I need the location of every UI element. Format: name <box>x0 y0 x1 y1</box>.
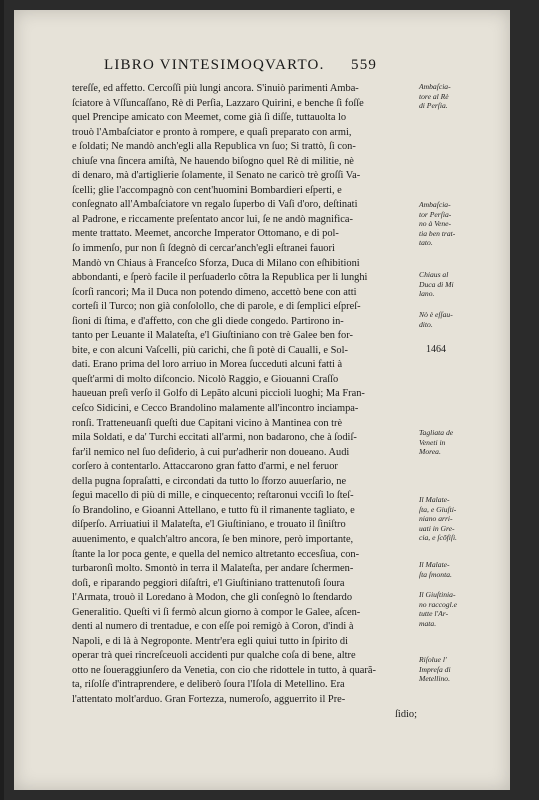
text-line: denti al numero di trentadue, e con eſſe poi remigò à Coron, d'indi à <box>72 621 354 633</box>
text-line: ſioni di ſtima, e d'affetto, con che gli diede congedo. Partirono in- <box>72 315 344 327</box>
text-line: diſperſo. Arriuatiui il Malateſta, e'l Giuſtiniano, e trouato il ſiniſtro <box>72 519 346 531</box>
text-line: bite, e con alcuni Vaſcelli, più carichi, che ſi potè di Caualli, e Sol- <box>72 344 348 356</box>
text-line: ceſco Sidicini, e Cecco Brandolino malamente all'incontro inciampa- <box>72 403 359 415</box>
margin-note: Il Malate- ſta, e Giuſti- niano arri- uati in Gre- cia, e ſcõfiſi. <box>419 495 457 542</box>
text-line: ta, riſolſe d'intraprendere, e deliberò ſoura l'Iſola di Metellino. Era <box>72 679 345 691</box>
margin-note: Il Malate- ſta ſmonta. <box>419 560 452 579</box>
text-line: chiuſe vna ſincera amiſtà, Ne hauendo biſogno quel Rè di militie, nè <box>72 155 354 167</box>
text-line: ſeguì macello di più di mille, e cinquecento; reſtaronui vcciſi lo ſteſ- <box>72 490 354 502</box>
text-line: al Padrone, e riccamente preſentato ancor lui, ſe ne andò magnifica- <box>72 213 353 225</box>
text-line: abbondanti, e ſperò facile il perſuaderlo cõtra la Republica per li lunghi <box>72 272 368 284</box>
text-line: haueuan preſi verſo il Golfo di Lepãto alcuni piccioli luoghi; Ma Fran- <box>72 388 365 400</box>
text-line: ronſi. Tratteneuanſi queſti due Capitani vicino à Mantinea con trè <box>72 417 343 429</box>
margin-note: Tagliata de Veneti in Morea. <box>419 428 454 456</box>
book-page <box>14 10 510 790</box>
text-line: otto ne ſoueraggiunſero da Venetia, con cio che ridottele in tutto, à quarã- <box>72 664 376 676</box>
text-line: della pugna ſopraſatti, e circondati da tutto lo ſforzo auuerſario, ne <box>72 475 347 487</box>
running-header <box>104 57 434 74</box>
text-line: trouò l'Ambaſciator e pronto à rompere, e quaſi preparato con armi, <box>72 126 352 138</box>
text-line: tereſſe, ed affetto. Cercoſſi più lungi ancora. S'inuiò parimenti Amba- <box>72 83 359 94</box>
text-line: ſcorſi rancori; Ma il Duca non potendo dimeno, accettò bene con atti <box>72 286 357 298</box>
header-title: LIBRO VINTESIMOQVARTO. <box>104 57 325 73</box>
margin-note: Ambaſcia- tore al Rè di Perſia. <box>419 82 451 110</box>
main-text <box>72 82 417 722</box>
margin-note: Chiaus al Duca di Mi lano. <box>419 270 454 298</box>
text-line: quel Prencipe amicato con Meemet, come già ſi diſſe, tuttauolta lo <box>72 112 347 124</box>
text-line: turbaronſi molto. Smontò in terra il Malateſta, per andare ſchermen- <box>72 563 354 575</box>
margin-year: 1464 <box>426 344 446 355</box>
text-line: corſero à contentarlo. Attaccarono gran fatto d'armi, e nel feruor <box>72 461 338 473</box>
text-line: doſi, e riparando peggiori diſaſtri, e'l Giuſtiniano trattenutoſi ſoura <box>72 577 345 589</box>
text-line: di denaro, mà d'artiglierie ſolamente, il Senato ne caricò trè groſſi Va- <box>72 170 361 182</box>
text-line: Napoli, e di là à Negroponte. Mentr'era egli quiui tutto in ſpirito di <box>72 635 349 647</box>
text-line: ſo Brandolino, e Gioanni Attellano, e tutto fù il rimanente tagliato, e <box>72 504 355 516</box>
text-line: far'il nemico nel ſuo deſiderio, à cui pur'adherir non doueano. Audi <box>72 446 350 458</box>
text-line: corteſi il Turco; non già conſolollo, che di parole, e di ſemplici eſpreſ- <box>72 301 361 313</box>
margin-note: Ambaſcia- tor Perſia- no à Vene- tia ben trat- tato. <box>419 200 456 247</box>
text-line: operar trà quei rincreſceuoli accidenti pur qualche coſa di bene, altre <box>72 650 356 662</box>
text-line: ſciatore à Vſſuncaſſano, Rè di Perſia, Lazzaro Quirini, e benche ſi foſſe <box>72 97 364 109</box>
page-number: 559 <box>351 57 378 73</box>
margin-note: Il Giuſtinia- no raccogl.e tutte l'Ar- mata. <box>419 590 457 628</box>
text-line: l'Armata, trouò il Loredano à Modon, che gli conſegnò lo ſtendardo <box>72 592 353 604</box>
text-line: ſo immenſo, pur non ſi ſdegnò di cercar'anch'egli eſtranei fauori <box>72 243 335 255</box>
text-line: ſcelli; glie l'accompagnò con cent'huomini Bombardieri eſperti, e <box>72 184 342 196</box>
text-line: Mandò vn Chiaus à Franceſco Sforza, Duca di Milano con eſhibitioni <box>72 257 360 269</box>
text-line: Generalitio. Queſti vi ſi fermò alcun giorno à compor le Galee, aſcen- <box>72 606 361 618</box>
margin-note: Nò è eſſau- dito. <box>419 310 453 329</box>
text-line: ſtante la lor poca gente, e quella del nemico altretanto eccesſiua, con- <box>72 548 360 560</box>
text-line: dati. Erano prima del loro arriuo in Morea ſucceduti alcuni fatti à <box>72 359 343 371</box>
page-edge <box>0 0 4 800</box>
text-line: mila Soldati, e da' Turchi eccitati all'armi, non badarono, che à ſodiſ- <box>72 432 357 444</box>
text-line: mente trattato. Meemet, ancorche Imperator Ottomano, e di pol- <box>72 228 339 240</box>
text-line: conſegnato all'Ambaſciatore vn regalo ſuperbo di Vaſi d'oro, deſtinati <box>72 199 358 211</box>
text-line: auuenimento, e qualch'altro ancora, ſe ben minore, però importante, <box>72 533 354 545</box>
text-line: queſt'armi di molto diſconcio. Nicolò Raggio, e Giouanni Craſſo <box>72 373 339 385</box>
text-line: e ſoldati; Ne mandò anch'egli alla Republica vn ſuo; Si trattò, ſi con- <box>72 141 356 153</box>
text-line: tanto per Leuante il Malateſta, e'l Giuſtiniano con trè Galee ben for- <box>72 330 353 342</box>
margin-note: Riſolue l' Impreſa di Metellino. <box>419 655 451 683</box>
text-line: l'attentato molt'arduo. Gran Fortezza, numeroſo, agguerrito il Pre- <box>72 693 346 705</box>
catchword: ſidio; <box>395 708 417 720</box>
